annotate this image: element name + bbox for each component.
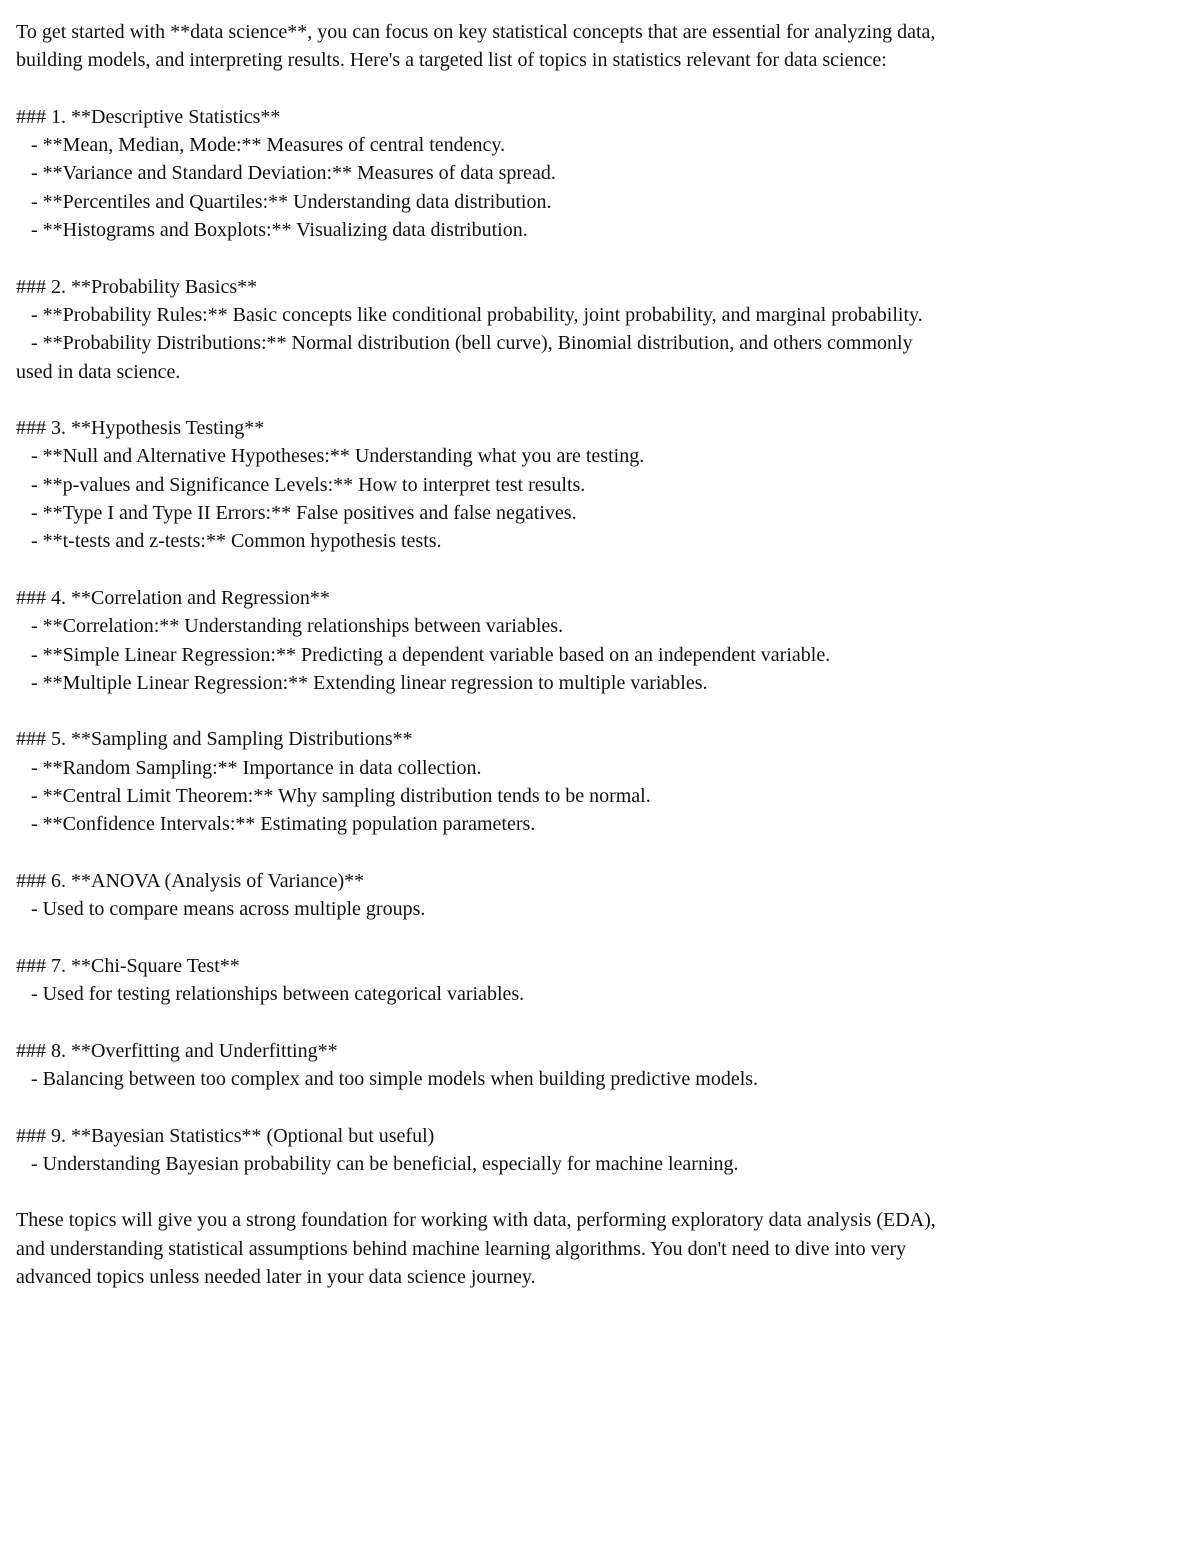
document-page [16, 18, 1184, 1291]
list-item: - **t-tests and z-tests:** Common hypothesis tests. [16, 530, 442, 553]
list-item: - **Probability Rules:** Basic concepts like conditional probability, joint probability, and marginal probability. [16, 303, 923, 326]
section-correlation-regression [16, 584, 1184, 697]
closing-line: and understanding statistical assumptions behind machine learning algorithms. You don't need to dive into very [16, 1237, 907, 1260]
section-heading: ### 9. **Bayesian Statistics** (Optional but useful) [16, 1124, 435, 1147]
section-probability-basics [16, 273, 1184, 386]
section-descriptive-statistics [16, 103, 1184, 244]
section-sampling [16, 725, 1184, 838]
section-overfitting [16, 1037, 1184, 1094]
section-heading: ### 2. **Probability Basics** [16, 275, 258, 298]
list-item: - Used to compare means across multiple groups. [16, 898, 426, 921]
list-item: - **Multiple Linear Regression:** Extending linear regression to multiple variables. [16, 671, 708, 694]
blank-line [16, 924, 1184, 952]
section-heading: ### 8. **Overfitting and Underfitting** [16, 1039, 338, 1062]
section-heading: ### 6. **ANOVA (Analysis of Variance)** [16, 869, 365, 892]
closing-line: advanced topics unless needed later in your data science journey. [16, 1266, 536, 1289]
blank-line [16, 1008, 1184, 1036]
closing-paragraph [16, 1206, 1184, 1291]
list-item: - **p-values and Significance Levels:** How to interpret test results. [16, 473, 586, 496]
section-heading: ### 1. **Descriptive Statistics** [16, 105, 281, 128]
intro-line: To get started with **data science**, you can focus on key statistical concepts that are essential for analyzing data, [16, 21, 936, 43]
section-heading: ### 7. **Chi-Square Test** [16, 954, 240, 977]
blank-line [16, 75, 1184, 103]
blank-line [16, 556, 1184, 584]
intro-paragraph [16, 18, 1184, 75]
section-heading: ### 5. **Sampling and Sampling Distributions** [16, 728, 413, 751]
list-item: - **Variance and Standard Deviation:** Measures of data spread. [16, 162, 556, 185]
list-item: - **Simple Linear Regression:** Predicting a dependent variable based on an independent variable. [16, 643, 831, 666]
blank-line [16, 244, 1184, 272]
list-item: - **Confidence Intervals:** Estimating population parameters. [16, 813, 536, 836]
blank-line [16, 386, 1184, 414]
intro-line: building models, and interpreting results. Here's a targeted list of topics in statistics relevant for data science: [16, 49, 887, 72]
closing-line: These topics will give you a strong foundation for working with data, performing exploratory data analysis (EDA), [16, 1209, 936, 1232]
list-item: - **Random Sampling:** Importance in data collection. [16, 756, 482, 779]
section-hypothesis-testing [16, 414, 1184, 555]
list-item: - **Probability Distributions:** Normal distribution (bell curve), Binomial distribution, and others commonly [16, 332, 913, 355]
list-item: - **Histograms and Boxplots:** Visualizing data distribution. [16, 219, 528, 242]
section-anova [16, 867, 1184, 924]
section-heading: ### 4. **Correlation and Regression** [16, 586, 330, 609]
list-item: - **Correlation:** Understanding relationships between variables. [16, 615, 564, 638]
list-item: - **Percentiles and Quartiles:** Understanding data distribution. [16, 190, 552, 213]
blank-line [16, 697, 1184, 725]
list-item: - **Null and Alternative Hypotheses:** Understanding what you are testing. [16, 445, 645, 468]
list-item: - Used for testing relationships between categorical variables. [16, 983, 525, 1006]
section-bayesian [16, 1122, 1184, 1179]
list-item-continuation: used in data science. [16, 360, 181, 383]
list-item: - **Central Limit Theorem:** Why sampling distribution tends to be normal. [16, 785, 651, 808]
section-chi-square [16, 952, 1184, 1009]
blank-line [16, 1178, 1184, 1206]
list-item: - Understanding Bayesian probability can be beneficial, especially for machine learning. [16, 1152, 739, 1175]
list-item: - Balancing between too complex and too simple models when building predictive models. [16, 1067, 759, 1090]
blank-line [16, 839, 1184, 867]
list-item: - **Mean, Median, Mode:** Measures of central tendency. [16, 134, 506, 157]
section-heading: ### 3. **Hypothesis Testing** [16, 417, 265, 440]
list-item: - **Type I and Type II Errors:** False positives and false negatives. [16, 502, 577, 525]
blank-line [16, 1093, 1184, 1121]
